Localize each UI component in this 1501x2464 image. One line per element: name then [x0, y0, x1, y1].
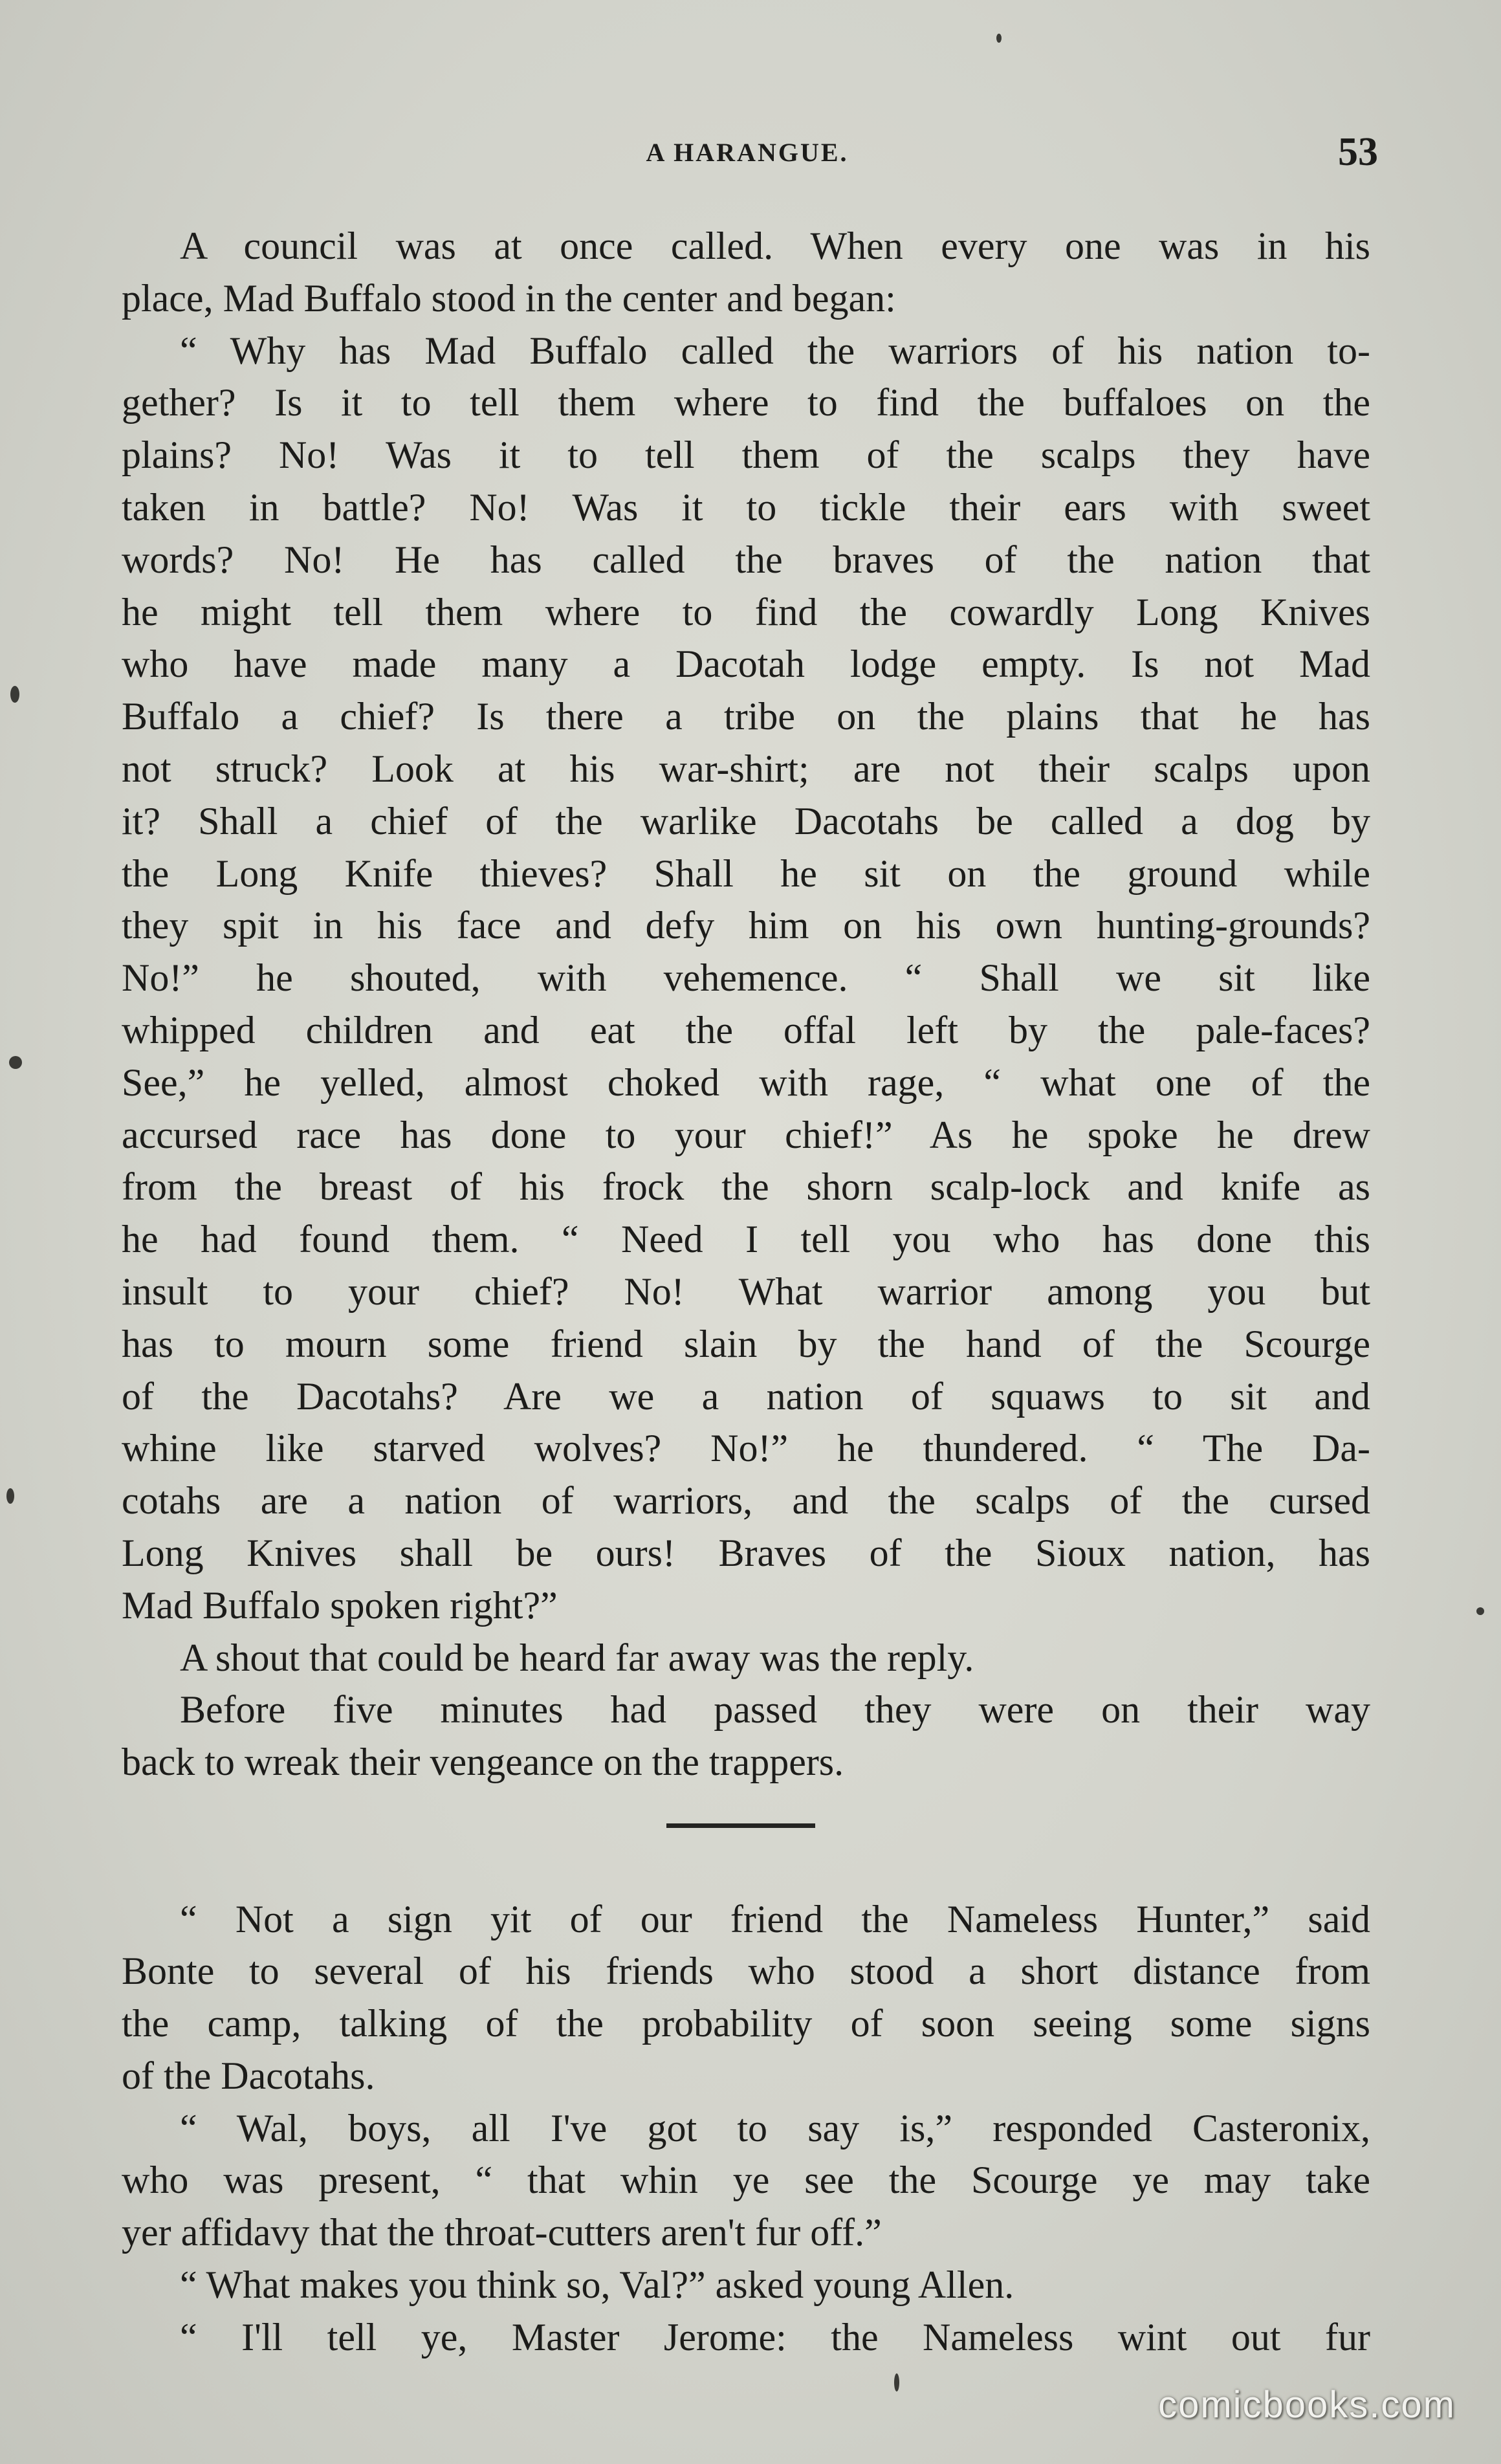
text-line: Long Knives shall be ours! Braves of the Sioux nation, has [122, 1531, 1370, 1574]
text-line: plains? No! Was it to tell them of the scalps they have [122, 434, 1370, 477]
text-line: it? Shall a chief of the warlike Dacotahs be called a dog by [122, 799, 1370, 842]
text-line: has to mourn some friend slain by the hand of the Scourge [122, 1322, 1370, 1365]
margin-speck [10, 686, 19, 703]
text-line: accursed race has done to your chief!” As he spoke he drew [122, 1113, 1370, 1156]
text-line: the camp, talking of the probability of soon seeing some signs [122, 2002, 1370, 2045]
body-text [122, 220, 1370, 2364]
text-line: Bonte to several of his friends who stood a short distance from [122, 1950, 1370, 1993]
text-line: not struck? Look at his war-shirt; are not their scalps upon [122, 747, 1370, 790]
text-line: he had found them. “ Need I tell you who has done this [122, 1218, 1370, 1261]
margin-speck [6, 1488, 14, 1504]
section-gap [122, 1788, 1370, 1893]
margin-speck [1476, 1607, 1484, 1615]
margin-speck [9, 1056, 22, 1069]
running-head: A HARANGUE. [646, 138, 849, 167]
text-line: who have made many a Dacotah lodge empty. Is not Mad [122, 643, 1370, 686]
page-number: 53 [1338, 130, 1378, 174]
text-line: cotahs are a nation of warriors, and the scalps of the cursed [122, 1479, 1370, 1523]
margin-speck [996, 34, 1002, 43]
text-line: “ What makes you think so, Val?” asked young Allen. [180, 2263, 1014, 2307]
text-line: “ I'll tell ye, Master Jerome: the Nameless wint out fur [180, 2315, 1370, 2359]
text-line: Buffalo a chief? Is there a tribe on the plains that he has [122, 695, 1370, 738]
text-line: of the Dacotahs? Are we a nation of squaws to sit and [122, 1374, 1370, 1418]
text-line: A shout that could be heard far away was the reply. [180, 1636, 974, 1679]
text-line: back to wreak their vengeance on the trappers. [122, 1741, 844, 1784]
text-line: insult to your chief? No! What warrior among you but [122, 1270, 1370, 1313]
section-divider [666, 1823, 815, 1828]
text-line: No!” he shouted, with vehemence. “ Shall we sit like [122, 956, 1370, 1000]
text-line: of the Dacotahs. [122, 2054, 375, 2097]
text-line: “ Not a sign yit of our friend the Nameless Hunter,” said [180, 1897, 1370, 1941]
text-line: gether? Is it to tell them where to find the buffaloes on the [122, 381, 1370, 424]
page-header [116, 129, 1378, 188]
text-line: Before five minutes had passed they were on their way [180, 1688, 1370, 1732]
text-line: whipped children and eat the offal left by the pale-faces? [122, 1008, 1370, 1051]
text-line: he might tell them where to find the cowardly Long Knives [122, 590, 1370, 633]
text-line: “ Why has Mad Buffalo called the warriors of his nation to- [180, 329, 1370, 372]
text-line: taken in battle? No! Was it to tickle their ears with sweet [122, 485, 1370, 529]
margin-speck [894, 2373, 899, 2392]
text-line: “ Wal, boys, all I've got to say is,” responded Casteronix, [180, 2106, 1370, 2150]
text-line: place, Mad Buffalo stood in the center and began: [122, 276, 896, 320]
text-line: the Long Knife thieves? Shall he sit on the ground while [122, 852, 1370, 895]
text-line: whine like starved wolves? No!” he thundered. “ The Da- [122, 1427, 1370, 1470]
text-line: from the breast of his frock the shorn scalp-lock and knife as [122, 1165, 1370, 1209]
text-line: they spit in his face and defy him on his own hunting-grounds? [122, 904, 1370, 947]
text-line: words? No! He has called the braves of the nation that [122, 538, 1370, 581]
text-line: yer affidavy that the throat-cutters aren't fur off.” [122, 2211, 882, 2254]
watermark-logo: comicbooks.com [1158, 2384, 1456, 2426]
text-line: A council was at once called. When every one was in his [180, 225, 1370, 267]
text-line: Mad Buffalo spoken right?” [122, 1583, 558, 1627]
text-line: who was present, “ that whin ye see the Scourge ye may take [122, 2159, 1370, 2202]
text-line: See,” he yelled, almost choked with rage, “ what one of the [122, 1061, 1370, 1104]
